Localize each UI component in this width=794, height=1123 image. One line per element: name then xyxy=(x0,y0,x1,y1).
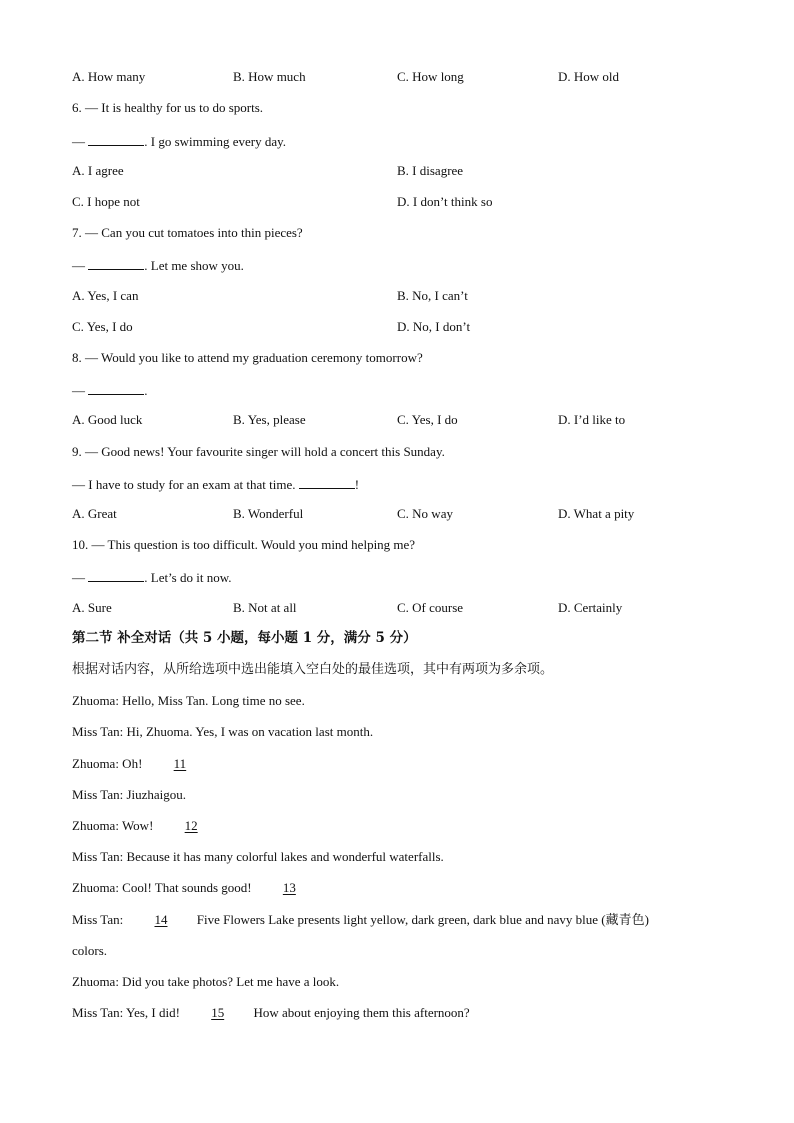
q7-option-b: B. No, I can’t xyxy=(397,288,468,303)
dialogue-line-4: Miss Tan: Jiuzhaigou. xyxy=(72,787,187,802)
q9-answer-blank xyxy=(299,475,355,489)
q9-prompt: 9. — Good news! Your favourite singer will hold a concert this Sunday. xyxy=(72,444,445,459)
q6-option-a: A. I agree xyxy=(72,163,124,178)
dialogue-line-7-text: Zhuoma: Cool! That sounds good! xyxy=(72,880,255,895)
q6-reply-post: . I go swimming every day. xyxy=(144,134,287,149)
q6-reply xyxy=(72,132,286,150)
q9-option-b: B. Wonderful xyxy=(233,506,304,521)
q8-option-b: B. Yes, please xyxy=(233,412,306,427)
q8-reply xyxy=(72,381,148,399)
q6-option-d: D. I don’t think so xyxy=(397,194,493,209)
q10-reply-post: . Let’s do it now. xyxy=(144,570,232,585)
q5-option-a: A. How many xyxy=(72,69,146,84)
q9-option-a: A. Great xyxy=(72,506,117,521)
blank-13: 13 xyxy=(282,880,296,895)
q6-prompt: 6. — It is healthy for us to do sports. xyxy=(72,100,264,115)
q10-answer-blank xyxy=(88,568,144,582)
section-2-title: 第二节 补全对话（共 5 小题，每小题 1 分，满分 5 分） xyxy=(72,630,417,646)
q9-reply-pre: — I have to study for an exam at that time. xyxy=(72,477,299,492)
dialogue-line-10-pre: Miss Tan: Yes, I did! xyxy=(72,1005,184,1020)
q10-reply xyxy=(72,568,232,586)
q8-option-d: D. I’d like to xyxy=(558,412,626,427)
dialogue-line-6: Miss Tan: Because it has many colorful lakes and wonderful waterfalls. xyxy=(72,849,444,864)
dialogue-line-5-text: Zhuoma: Wow! xyxy=(72,818,157,833)
q10-reply-pre: — xyxy=(72,570,89,585)
q10-prompt: 10. — This question is too difficult. Would you mind helping me? xyxy=(72,537,416,552)
q7-reply xyxy=(72,256,244,274)
q9-reply xyxy=(72,475,359,493)
q10-option-a: A. Sure xyxy=(72,600,112,615)
q5-option-d: D. How old xyxy=(558,69,620,84)
dialogue-line-10-post: How about enjoying them this afternoon? xyxy=(250,1005,470,1020)
q9-option-c: C. No way xyxy=(397,506,453,521)
q10-option-d: D. Certainly xyxy=(558,600,623,615)
q8-reply-pre: — xyxy=(72,383,89,398)
q7-option-d: D. No, I don’t xyxy=(397,319,471,334)
blank-11: 11 xyxy=(173,756,187,771)
q5-option-c: C. How long xyxy=(397,69,464,84)
q7-answer-blank xyxy=(88,256,144,270)
dialogue-line-8-pre: Miss Tan: xyxy=(72,912,127,927)
dialogue-line-1: Zhuoma: Hello, Miss Tan. Long time no see. xyxy=(72,693,305,708)
dialogue-line-8-continued: colors. xyxy=(72,943,108,958)
q8-answer-blank xyxy=(88,381,144,395)
q10-option-b: B. Not at all xyxy=(233,600,297,615)
q9-reply-post: ! xyxy=(354,477,360,492)
dialogue-line-10 xyxy=(72,1005,470,1021)
q8-option-c: C. Yes, I do xyxy=(397,412,458,427)
dialogue-line-8-post: Five Flowers Lake presents light yellow, dark green, dark blue and navy blue (藏青色) xyxy=(193,912,649,927)
blank-14: 14 xyxy=(154,912,168,927)
dialogue-line-3-text: Zhuoma: Oh! xyxy=(72,756,146,771)
q6-reply-pre: — xyxy=(72,134,89,149)
blank-12: 12 xyxy=(184,818,198,833)
dialogue-line-7 xyxy=(72,880,322,896)
q6-answer-blank xyxy=(88,132,144,146)
dialogue-line-5 xyxy=(72,818,212,834)
q5-option-b: B. How much xyxy=(233,69,306,84)
dialogue-line-3 xyxy=(72,756,200,772)
section-2-instructions: 根据对话内容，从所给选项中选出能填入空白处的最佳选项，其中有两项为多余项。 xyxy=(72,662,554,677)
q7-reply-pre: — xyxy=(72,258,89,273)
q8-reply-post: . xyxy=(144,383,148,398)
q7-reply-post: . Let me show you. xyxy=(144,258,244,273)
q7-option-a: A. Yes, I can xyxy=(72,288,139,303)
q6-option-b: B. I disagree xyxy=(397,163,464,178)
q9-option-d: D. What a pity xyxy=(558,506,635,521)
dialogue-line-9: Zhuoma: Did you take photos? Let me have a look. xyxy=(72,974,340,989)
q7-prompt: 7. — Can you cut tomatoes into thin pieces? xyxy=(72,225,303,240)
q8-option-a: A. Good luck xyxy=(72,412,143,427)
dialogue-line-2: Miss Tan: Hi, Zhuoma. Yes, I was on vacation last month. xyxy=(72,724,374,739)
q8-prompt: 8. — Would you like to attend my graduation ceremony tomorrow? xyxy=(72,350,423,365)
dialogue-line-8 xyxy=(72,912,649,928)
blank-15: 15 xyxy=(211,1005,225,1020)
q10-option-c: C. Of course xyxy=(397,600,464,615)
q7-option-c: C. Yes, I do xyxy=(72,319,133,334)
q6-option-c: C. I hope not xyxy=(72,194,140,209)
